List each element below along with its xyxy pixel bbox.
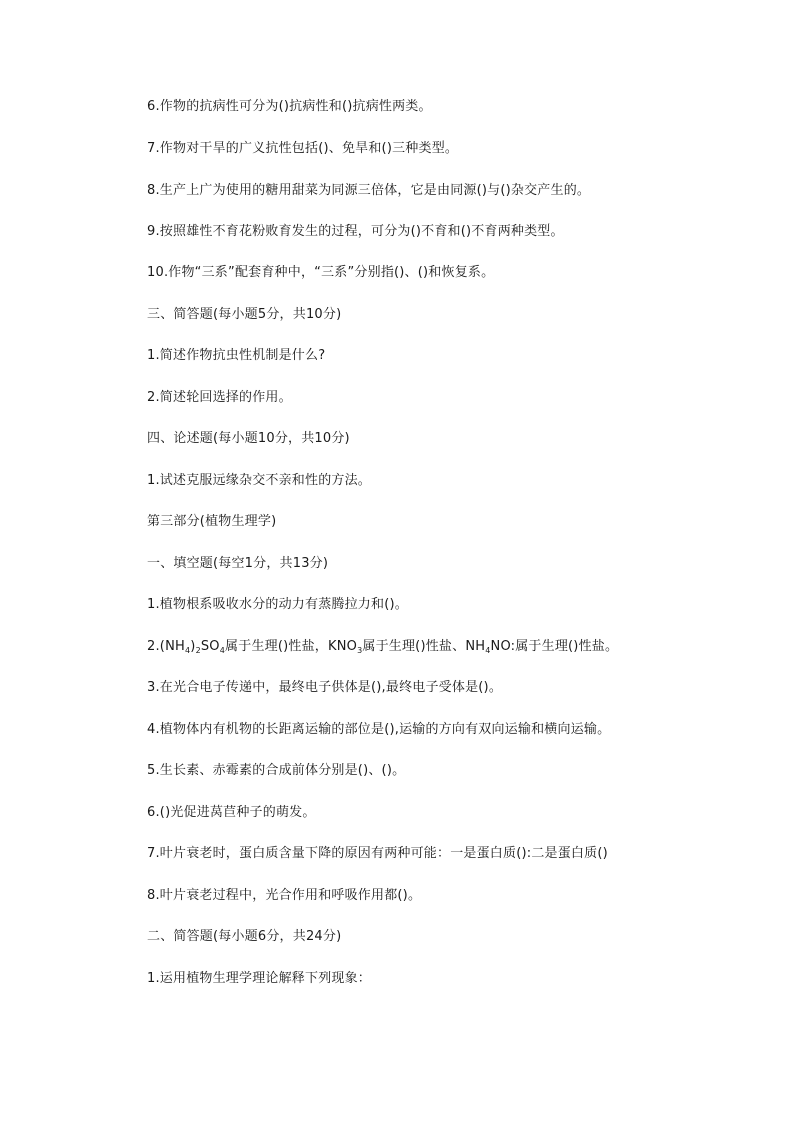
section-heading: 四、论述题(每小题10分，共10分) [147,431,350,446]
subscript: 4 [219,646,226,655]
formula-text: ) [190,639,196,654]
part-heading: 第三部分(植物生理学) [147,514,277,529]
question-line: 8.叶片衰老过程中，光合作用和呼吸作用都()。 [147,888,422,903]
question-line: 1.试述克服远缘杂交不亲和性的方法。 [147,473,372,488]
section-heading: 一、填空题(每空1分，共13分) [147,556,329,571]
question-line: 8.生产上广为使用的糖用甜菜为同源三倍体，它是由同源()与()杂交产生的。 [147,183,591,198]
formula-text: 2.(NH [147,639,185,654]
section-heading: 三、简答题(每小题5分，共10分) [147,307,342,322]
subscript: 4 [485,646,491,655]
formula-text: 属于生理()性盐，KNO [225,639,358,654]
question-line: 7.作物对干旱的广义抗性包括()、免旱和()三种类型。 [147,141,459,156]
section-heading: 二、简答题(每小题6分，共24分) [147,929,342,944]
question-line: 1.简述作物抗虫性机制是什么? [147,348,326,363]
question-line: 6.()光促进莴苣种子的萌发。 [147,805,316,820]
question-line: 9.按照雄性不育花粉败育发生的过程，可分为()不育和()不育两种类型。 [147,224,564,239]
subscript: 2 [195,646,201,655]
formula-text: 属于生理()性盐、NH [362,639,486,654]
formula-text: SO [200,639,220,654]
question-line: 2.简述轮回选择的作用。 [147,390,292,405]
question-line: 10.作物“三系”配套育种中，“三系”分别指()、()和恢复系。 [147,265,495,280]
subscript: 4 [184,646,191,655]
formula-text: NO:属于生理()性盐。 [490,639,619,654]
question-line: 3.在光合电子传递中，最终电子供体是(),最终电子受体是()。 [147,680,503,695]
question-line: 7.叶片衰老时，蛋白质含量下降的原因有两种可能：一是蛋白质():二是蛋白质() [147,846,608,861]
question-line: 1.植物根系吸收水分的动力有蒸腾拉力和()。 [147,597,408,612]
question-line-chemical-formulas [147,639,618,655]
subscript: 3 [357,646,363,655]
question-line: 6.作物的抗病性可分为()抗病性和()抗病性两类。 [147,99,432,114]
question-line: 4.植物体内有机物的长距离运输的部位是(),运输的方向有双向运输和横向运输。 [147,722,611,737]
question-line: 5.生长素、赤霉素的合成前体分别是()、()。 [147,763,406,778]
question-line: 1.运用植物生理学理论解释下列现象： [147,971,372,986]
